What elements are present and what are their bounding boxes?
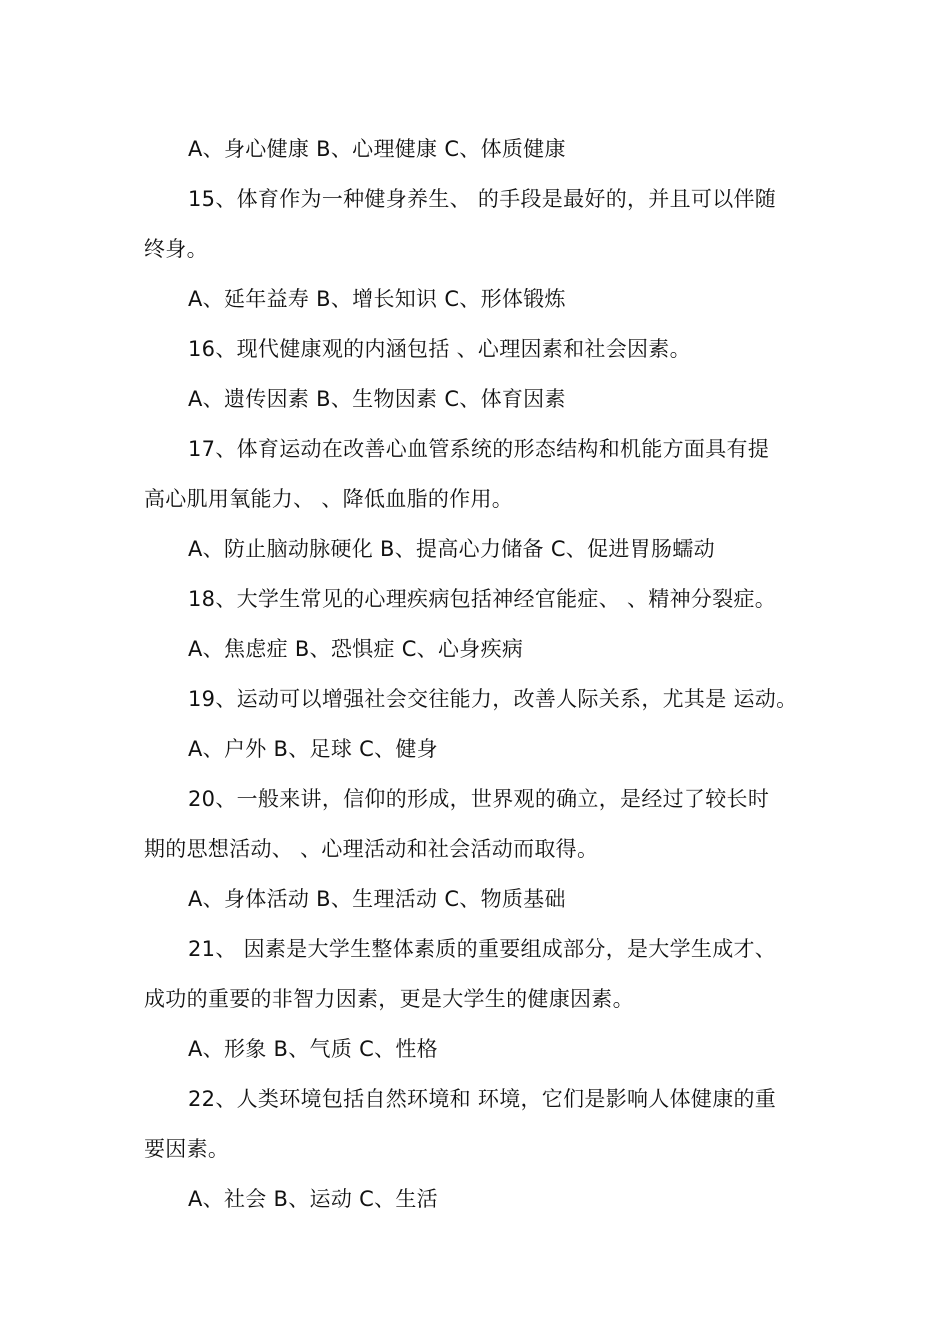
q17-question-cont: 高心肌用氧能力、 、降低血脂的作用。	[144, 487, 514, 511]
q18-question: 18、大学生常见的心理疾病包括神经官能症、 、精神分裂症。	[188, 587, 777, 611]
q20-options: A、身体活动 B、生理活动 C、物质基础	[188, 887, 566, 911]
q19-options: A、户外 B、足球 C、健身	[188, 737, 438, 761]
q18-options: A、焦虑症 B、恐惧症 C、心身疾病	[188, 637, 524, 661]
q15-question-cont: 终身。	[144, 237, 208, 261]
q22-question-cont: 要因素。	[144, 1137, 230, 1161]
q20-question: 20、一般来讲，信仰的形成，世界观的确立，是经过了较长时	[188, 787, 770, 811]
q16-options: A、遗传因素 B、生物因素 C、体育因素	[188, 387, 566, 411]
q21-question: 21、 因素是大学生整体素质的重要组成部分，是大学生成才、	[188, 937, 777, 961]
q17-question: 17、体育运动在改善心血管系统的形态结构和机能方面具有提	[188, 437, 770, 461]
q14-options: A、身心健康 B、心理健康 C、体质健康	[188, 137, 566, 161]
q20-question-cont: 期的思想活动、 、心理活动和社会活动而取得。	[144, 837, 599, 861]
q15-question: 15、体育作为一种健身养生、 的手段是最好的，并且可以伴随	[188, 187, 777, 211]
q21-options: A、形象 B、气质 C、性格	[188, 1037, 438, 1061]
q21-question-cont: 成功的重要的非智力因素，更是大学生的健康因素。	[144, 987, 634, 1011]
q17-options: A、防止脑动脉硬化 B、提高心力储备 C、促进胃肠蠕动	[188, 537, 715, 561]
q15-options: A、延年益寿 B、增长知识 C、形体锻炼	[188, 287, 566, 311]
q19-question: 19、运动可以增强社会交往能力，改善人际关系，尤其是 运动。	[188, 687, 798, 711]
q22-question: 22、人类环境包括自然环境和 环境，它们是影响人体健康的重	[188, 1087, 777, 1111]
q16-question: 16、现代健康观的内涵包括 、心理因素和社会因素。	[188, 337, 691, 361]
q22-options: A、社会 B、运动 C、生活	[188, 1187, 438, 1211]
